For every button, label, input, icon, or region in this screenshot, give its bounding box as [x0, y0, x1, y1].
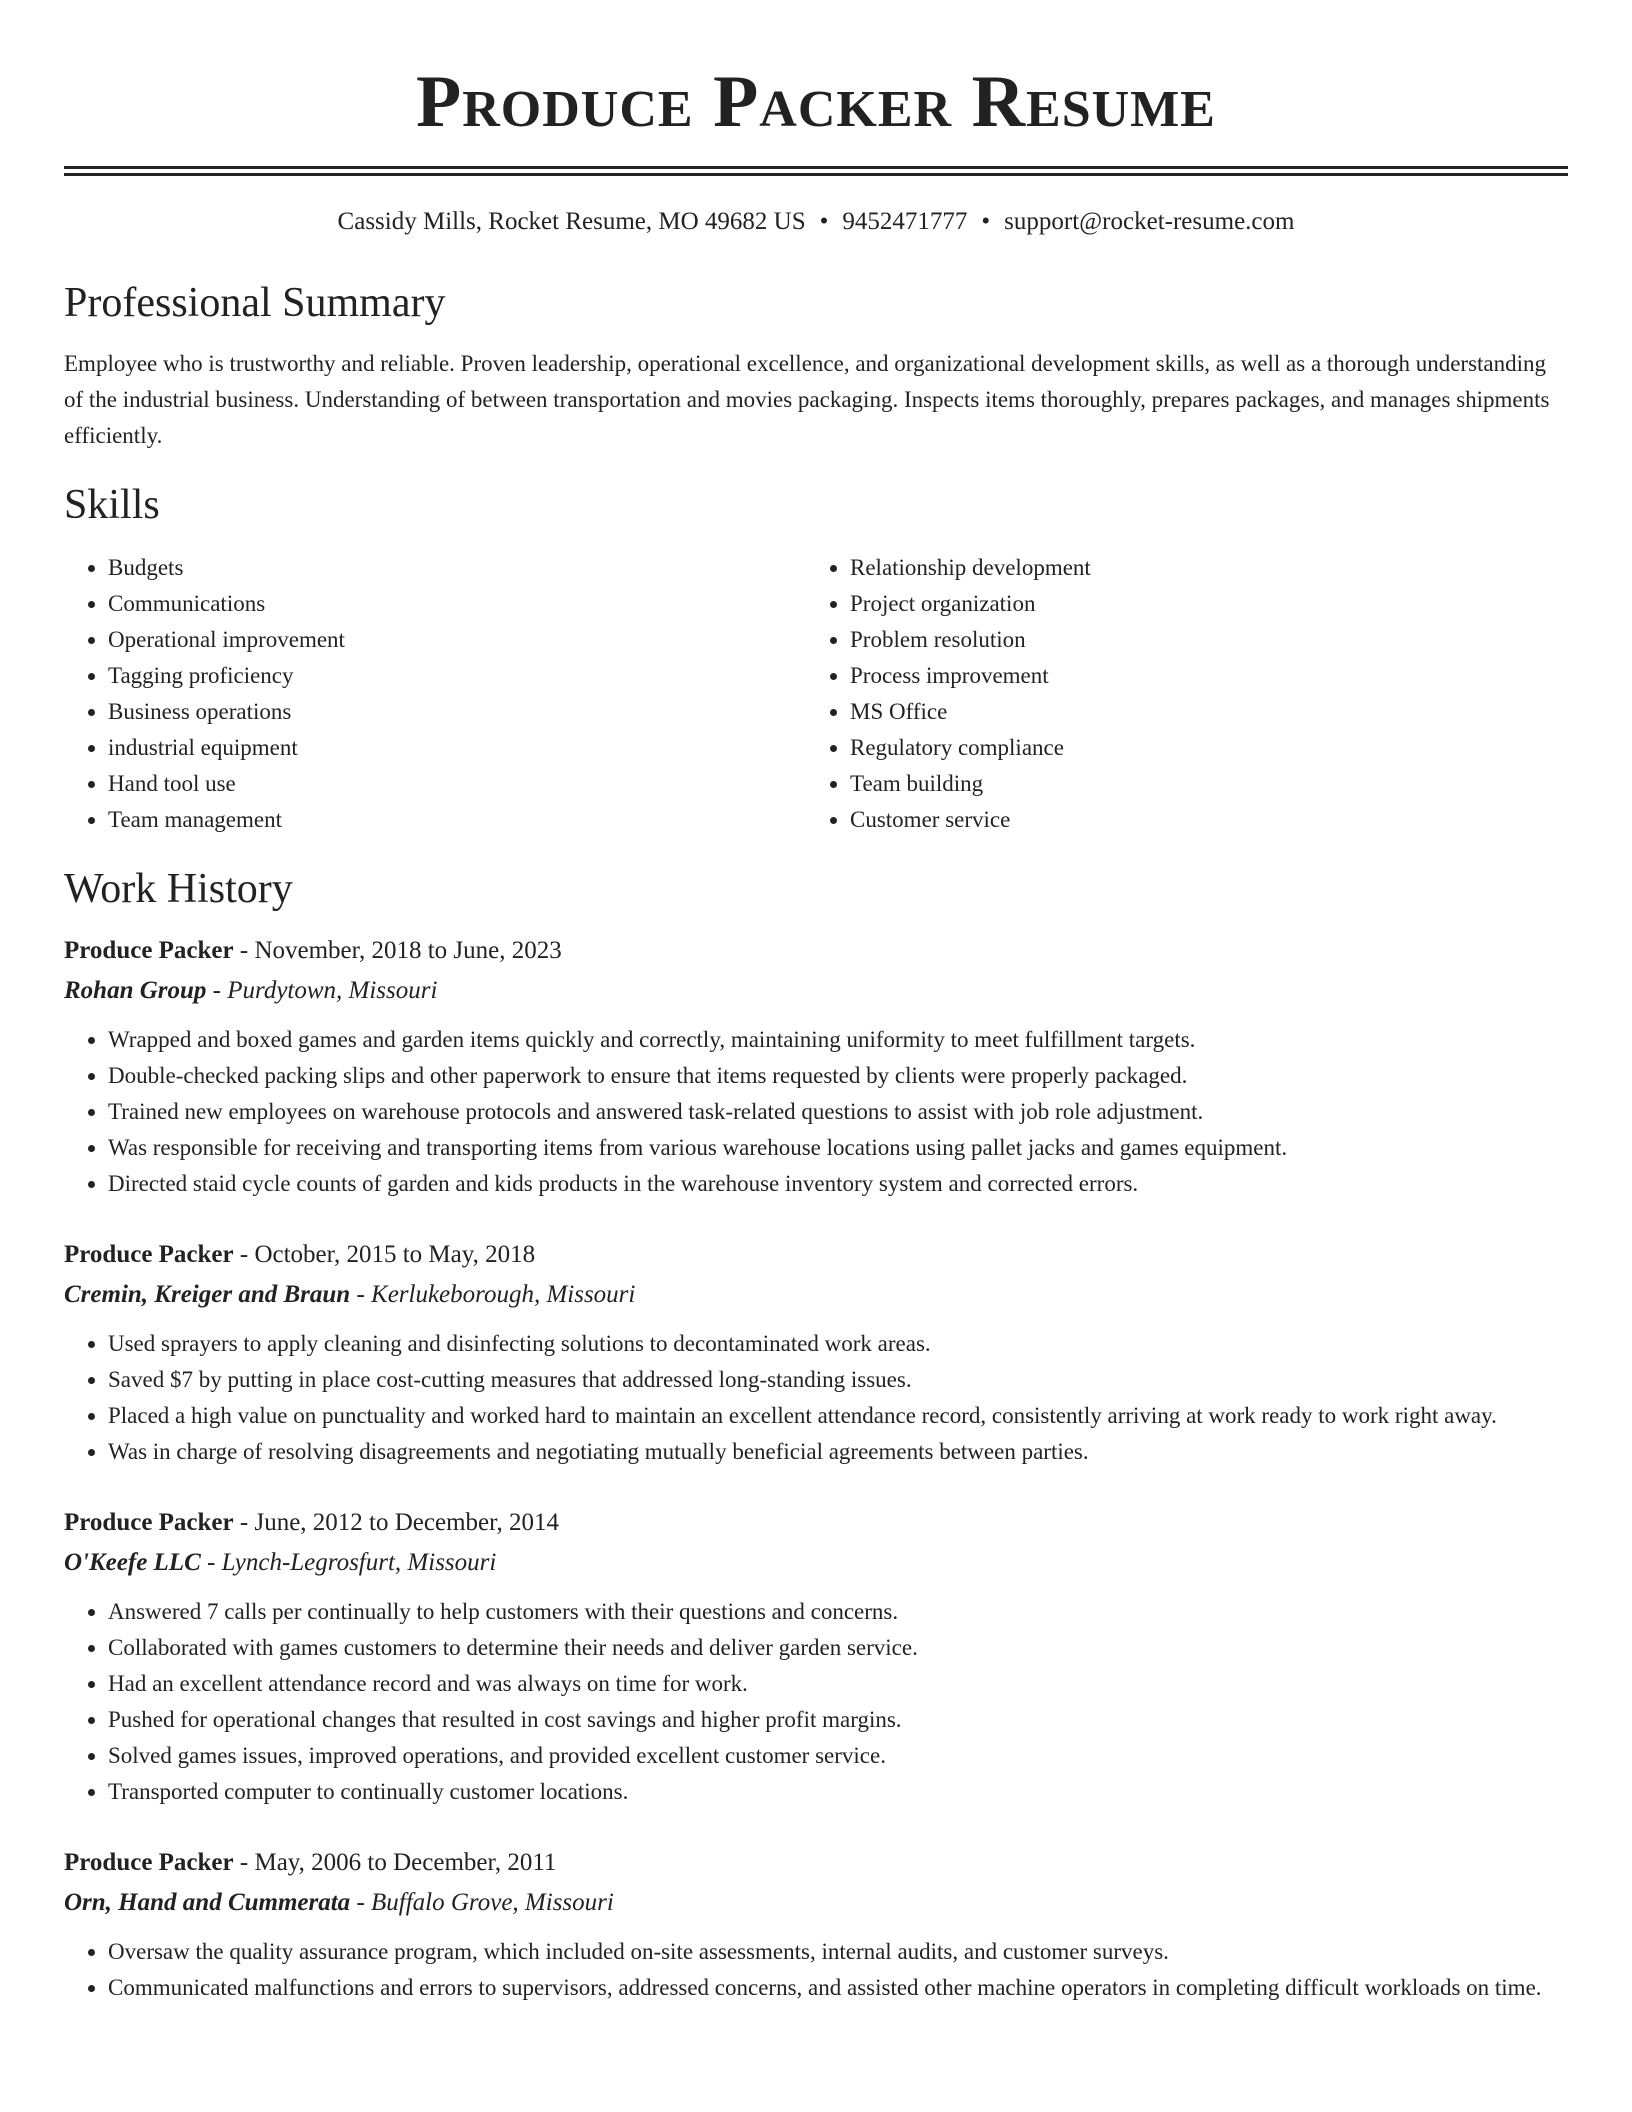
- job-entry: [64, 1236, 1568, 1470]
- job-entry: [64, 932, 1568, 1202]
- skill-item: • Tagging proficiency: [108, 658, 806, 694]
- job-bullet: • Solved games issues, improved operations, and provided excellent customer service.: [108, 1738, 1568, 1774]
- skill-item: • Business operations: [108, 694, 806, 730]
- skill-item: • Customer service: [850, 802, 1548, 838]
- skill-item: • Regulatory compliance: [850, 730, 1548, 766]
- job-bullet: • Double-checked packing slips and other paperwork to ensure that items requested by clients were properly packaged.: [108, 1058, 1568, 1094]
- job-bullet: • Saved $7 by putting in place cost-cutting measures that addressed long-standing issues.: [108, 1362, 1568, 1398]
- skill-item: • Budgets: [108, 550, 806, 586]
- job-title: Produce Packer: [64, 937, 234, 964]
- skill-item: • Hand tool use: [108, 766, 806, 802]
- resume-page: [64, 0, 1568, 2006]
- job-bullet: • Collaborated with games customers to determine their needs and deliver garden service.: [108, 1630, 1568, 1666]
- job-bullet: • Directed staid cycle counts of garden and kids products in the warehouse inventory system and corrected errors.: [108, 1166, 1568, 1202]
- company-name: Orn, Hand and Cummerata: [64, 1889, 351, 1916]
- job-bullets: [64, 1934, 1568, 2006]
- contact-email: support@rocket-resume.com: [1004, 208, 1295, 235]
- title-double-rule: [64, 166, 1568, 176]
- job-bullets: [64, 1022, 1568, 1202]
- job-bullet: • Oversaw the quality assurance program, which included on-site assessments, internal audits, and customer surveys.: [108, 1934, 1568, 1970]
- job-bullet: • Used sprayers to apply cleaning and disinfecting solutions to decontaminated work areas.: [108, 1326, 1568, 1362]
- resume-title: Produce Packer Resume: [416, 61, 1216, 143]
- job-bullet: • Pushed for operational changes that resulted in cost savings and higher profit margins.: [108, 1702, 1568, 1738]
- job-title-line: [64, 1504, 1568, 1542]
- summary-text: Employee who is trustworthy and reliable. Proven leadership, operational excellence, and organizational development skills, as well as a thorough understanding of the industrial business. Understanding of between transportation and movies packaging. Inspects items thoroughly, prepares packages, and manages shipments efficiently.: [64, 351, 1550, 448]
- job-title: Produce Packer: [64, 1849, 234, 1876]
- contact-separator: •: [819, 208, 829, 235]
- company-name: Cremin, Kreiger and Braun: [64, 1281, 351, 1308]
- job-title: Produce Packer: [64, 1241, 234, 1268]
- skill-item: • Team management: [108, 802, 806, 838]
- job-bullet: • Was in charge of resolving disagreements and negotiating mutually beneficial agreements between parties.: [108, 1434, 1568, 1470]
- job-bullet: • Answered 7 calls per continually to help customers with their questions and concerns.: [108, 1594, 1568, 1630]
- job-entry: [64, 1844, 1568, 2006]
- contact-phone: 9452471777: [842, 208, 968, 235]
- job-entry: [64, 1504, 1568, 1810]
- company-location: - Kerlukeborough, Missouri: [350, 1281, 636, 1308]
- company-location: - Purdytown, Missouri: [206, 977, 438, 1004]
- skill-item: • Team building: [850, 766, 1548, 802]
- company-line: [64, 1276, 1568, 1314]
- job-bullet: • Had an excellent attendance record and was always on time for work.: [108, 1666, 1568, 1702]
- company-location: - Buffalo Grove, Missouri: [350, 1889, 614, 1916]
- job-title-line: [64, 1236, 1568, 1274]
- company-location: - Lynch-Legrosfurt, Missouri: [200, 1549, 497, 1576]
- job-bullets: [64, 1594, 1568, 1810]
- job-dates: - June, 2012 to December, 2014: [233, 1509, 559, 1536]
- summary-heading: Professional Summary: [64, 280, 446, 326]
- skills-right-list: [806, 550, 1548, 838]
- job-bullet: • Placed a high value on punctuality and worked hard to maintain an excellent attendance record, consistently arriving at work ready to work right away.: [108, 1398, 1568, 1434]
- skill-item: • Communications: [108, 586, 806, 622]
- skill-item: • Project organization: [850, 586, 1548, 622]
- job-dates: - May, 2006 to December, 2011: [233, 1849, 557, 1876]
- skills-left-list: [64, 550, 806, 838]
- work-history-list: [64, 932, 1568, 2006]
- contact-separator: •: [981, 208, 991, 235]
- job-bullets: [64, 1326, 1568, 1470]
- skills-columns: [64, 550, 1568, 838]
- job-title: Produce Packer: [64, 1509, 234, 1536]
- company-name: O'Keefe LLC: [64, 1549, 201, 1576]
- job-bullet: • Was responsible for receiving and transporting items from various warehouse locations using pallet jacks and games equipment.: [108, 1130, 1568, 1166]
- job-dates: - November, 2018 to June, 2023: [233, 937, 562, 964]
- job-bullet: • Transported computer to continually customer locations.: [108, 1774, 1568, 1810]
- contact-line: [64, 206, 1568, 238]
- job-bullet: • Communicated malfunctions and errors to supervisors, addressed concerns, and assisted other machine operators in completing difficult workloads on time.: [108, 1970, 1568, 2006]
- job-title-line: [64, 1844, 1568, 1882]
- skill-item: • industrial equipment: [108, 730, 806, 766]
- company-line: [64, 972, 1568, 1010]
- skill-item: • Operational improvement: [108, 622, 806, 658]
- work-history-heading: Work History: [64, 866, 293, 912]
- company-line: [64, 1544, 1568, 1582]
- job-bullet: • Trained new employees on warehouse protocols and answered task-related questions to assist with job role adjustment.: [108, 1094, 1568, 1130]
- company-name: Rohan Group: [64, 977, 207, 1004]
- skill-item: • Relationship development: [850, 550, 1548, 586]
- skill-item: • Process improvement: [850, 658, 1548, 694]
- job-dates: - October, 2015 to May, 2018: [233, 1241, 536, 1268]
- job-bullet: • Wrapped and boxed games and garden items quickly and correctly, maintaining uniformity to meet fulfillment targets.: [108, 1022, 1568, 1058]
- job-title-line: [64, 932, 1568, 970]
- skill-item: • MS Office: [850, 694, 1548, 730]
- skill-item: • Problem resolution: [850, 622, 1548, 658]
- contact-address: Cassidy Mills, Rocket Resume, MO 49682 US: [337, 208, 806, 235]
- company-line: [64, 1884, 1568, 1922]
- skills-heading: Skills: [64, 482, 160, 528]
